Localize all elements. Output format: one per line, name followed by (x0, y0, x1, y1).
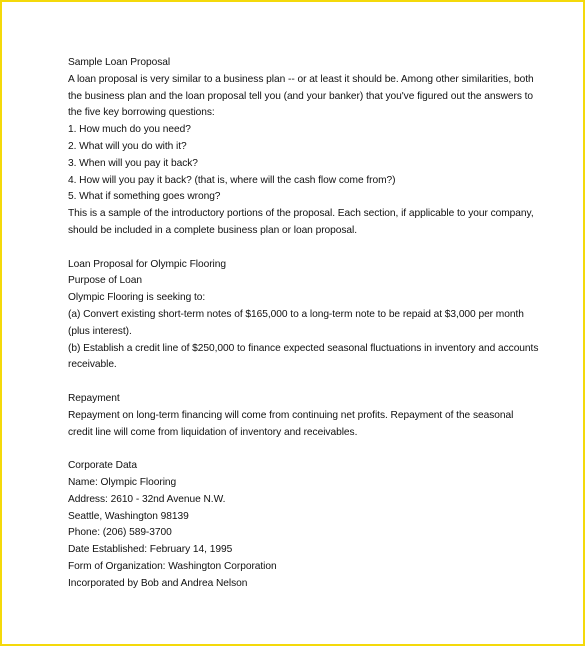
corporate-incorporated: Incorporated by Bob and Andrea Nelson (68, 577, 248, 589)
intro-paragraph-line: the five key borrowing questions: (68, 107, 215, 119)
purpose-item-a: (a) Convert existing short-term notes of $165,000 to a long-term note to be repaid at $3,000 per month (68, 308, 524, 320)
section-spacer (68, 374, 538, 391)
borrowing-question: 2. What will you do with it? (68, 140, 187, 152)
corporate-established: Date Established: February 14, 1995 (68, 544, 233, 556)
repayment-section-title: Repayment (68, 392, 120, 404)
document-body (68, 55, 538, 593)
intro-title: Sample Loan Proposal (68, 57, 171, 68)
intro-paragraph-line: A loan proposal is very similar to a business plan -- or at least it should be. Among other similarities, both (68, 73, 534, 85)
intro-paragraph-line: the business plan and the loan proposal tell you (and your banker) that you've figured out the answers to (68, 90, 534, 102)
intro-closing-line: should be included in a complete business plan or loan proposal. (68, 224, 358, 236)
repayment-line: Repayment on long-term financing will come from continuing net profits. Repayment of the seasonal (68, 409, 514, 421)
corporate-section-title: Corporate Data (68, 460, 137, 472)
purpose-item-b: (b) Establish a credit line of $250,000 to finance expected seasonal fluctuations in inventory and accounts (68, 342, 539, 354)
corporate-form: Form of Organization: Washington Corporation (68, 560, 277, 572)
purpose-section-title: Loan Proposal for Olympic Flooring (68, 258, 226, 270)
corporate-city: Seattle, Washington 98139 (68, 510, 189, 522)
corporate-phone: Phone: (206) 589-3700 (68, 527, 172, 539)
purpose-item-a: (plus interest). (68, 325, 132, 337)
purpose-item-b: receivable. (68, 359, 117, 371)
purpose-subtitle: Purpose of Loan (68, 275, 143, 287)
borrowing-question: 5. What if something goes wrong? (68, 191, 221, 203)
section-spacer (68, 441, 538, 458)
section-spacer (68, 240, 538, 257)
borrowing-question: 4. How will you pay it back? (that is, where will the cash flow come from?) (68, 174, 396, 186)
purpose-lead: Olympic Flooring is seeking to: (68, 292, 206, 304)
corporate-name: Name: Olympic Flooring (68, 476, 177, 488)
borrowing-question: 1. How much do you need? (68, 124, 191, 136)
corporate-address: Address: 2610 - 32nd Avenue N.W. (68, 493, 226, 505)
repayment-line: credit line will come from liquidation of inventory and receivables. (68, 426, 358, 438)
borrowing-question: 3. When will you pay it back? (68, 157, 198, 169)
intro-closing-line: This is a sample of the introductory portions of the proposal. Each section, if applicable to your company, (68, 208, 534, 220)
